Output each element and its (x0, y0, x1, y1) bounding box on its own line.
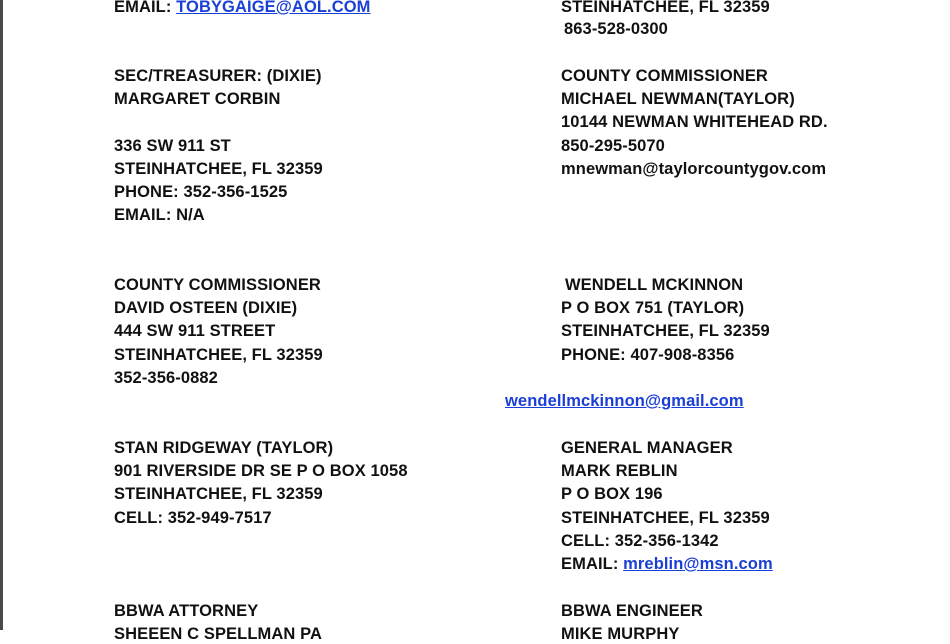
document-page (3, 0, 950, 643)
attorney-name: SHEEEN C SPELLMAN PA (114, 625, 322, 643)
gm-email-link[interactable]: mreblin@msn.com (623, 555, 773, 573)
mckinnon-name: WENDELL MCKINNON (565, 276, 744, 294)
sec-treasurer-name: MARGARET CORBIN (114, 90, 281, 108)
gm-cell: CELL: 352-356-1342 (561, 532, 719, 550)
attorney-title: BBWA ATTORNEY (114, 602, 259, 620)
gm-city: STEINHATCHEE, FL 32359 (561, 509, 770, 527)
ridgeway-address: 901 RIVERSIDE DR SE P O BOX 1058 (114, 462, 408, 480)
mckinnon-box: P O BOX 751 (TAYLOR) (561, 299, 745, 317)
newman-name: MICHAEL NEWMAN(TAYLOR) (561, 90, 795, 108)
newman-title: COUNTY COMMISSIONER (561, 67, 768, 85)
sec-treasurer-phone: PHONE: 352-356-1525 (114, 183, 288, 201)
top-right-city: STEINHATCHEE, FL 32359 (561, 0, 770, 16)
gm-title: GENERAL MANAGER (561, 439, 733, 457)
osteen-address: 444 SW 911 STREET (114, 322, 276, 340)
osteen-title: COUNTY COMMISSIONER (114, 276, 321, 294)
gm-box: P O BOX 196 (561, 485, 663, 503)
ridgeway-name: STAN RIDGEWAY (TAYLOR) (114, 439, 334, 457)
top-email-line (114, 0, 371, 17)
ridgeway-city: STEINHATCHEE, FL 32359 (114, 485, 323, 503)
osteen-phone: 352-356-0882 (114, 369, 218, 387)
gm-name: MARK REBLIN (561, 462, 678, 480)
engineer-title: BBWA ENGINEER (561, 602, 703, 620)
newman-phone: 850-295-5070 (561, 137, 665, 155)
mckinnon-city: STEINHATCHEE, FL 32359 (561, 322, 770, 340)
top-email-link[interactable]: TOBYGAIGE@AOL.COM (176, 0, 371, 16)
sec-treasurer-city: STEINHATCHEE, FL 32359 (114, 160, 323, 178)
sec-treasurer-title: SEC/TREASURER: (DIXIE) (114, 67, 322, 85)
mckinnon-phone: PHONE: 407-908-8356 (561, 346, 735, 364)
mckinnon-email-line (505, 391, 744, 411)
osteen-city: STEINHATCHEE, FL 32359 (114, 346, 323, 364)
top-email-label: EMAIL: (114, 0, 172, 16)
mckinnon-email-link[interactable]: wendellmckinnon@gmail.com (505, 392, 744, 410)
newman-address: 10144 NEWMAN WHITEHEAD RD. (561, 113, 828, 131)
sec-treasurer-address: 336 SW 911 ST (114, 137, 231, 155)
gm-email-label: EMAIL: (561, 555, 619, 573)
engineer-name: MIKE MURPHY (561, 625, 680, 643)
gm-email-line (561, 554, 773, 574)
newman-email: mnewman@taylorcountygov.com (561, 160, 827, 178)
ridgeway-cell: CELL: 352-949-7517 (114, 509, 272, 527)
sec-treasurer-email: EMAIL: N/A (114, 206, 205, 224)
osteen-name: DAVID OSTEEN (DIXIE) (114, 299, 298, 317)
top-right-phone: 863-528-0300 (564, 20, 668, 38)
